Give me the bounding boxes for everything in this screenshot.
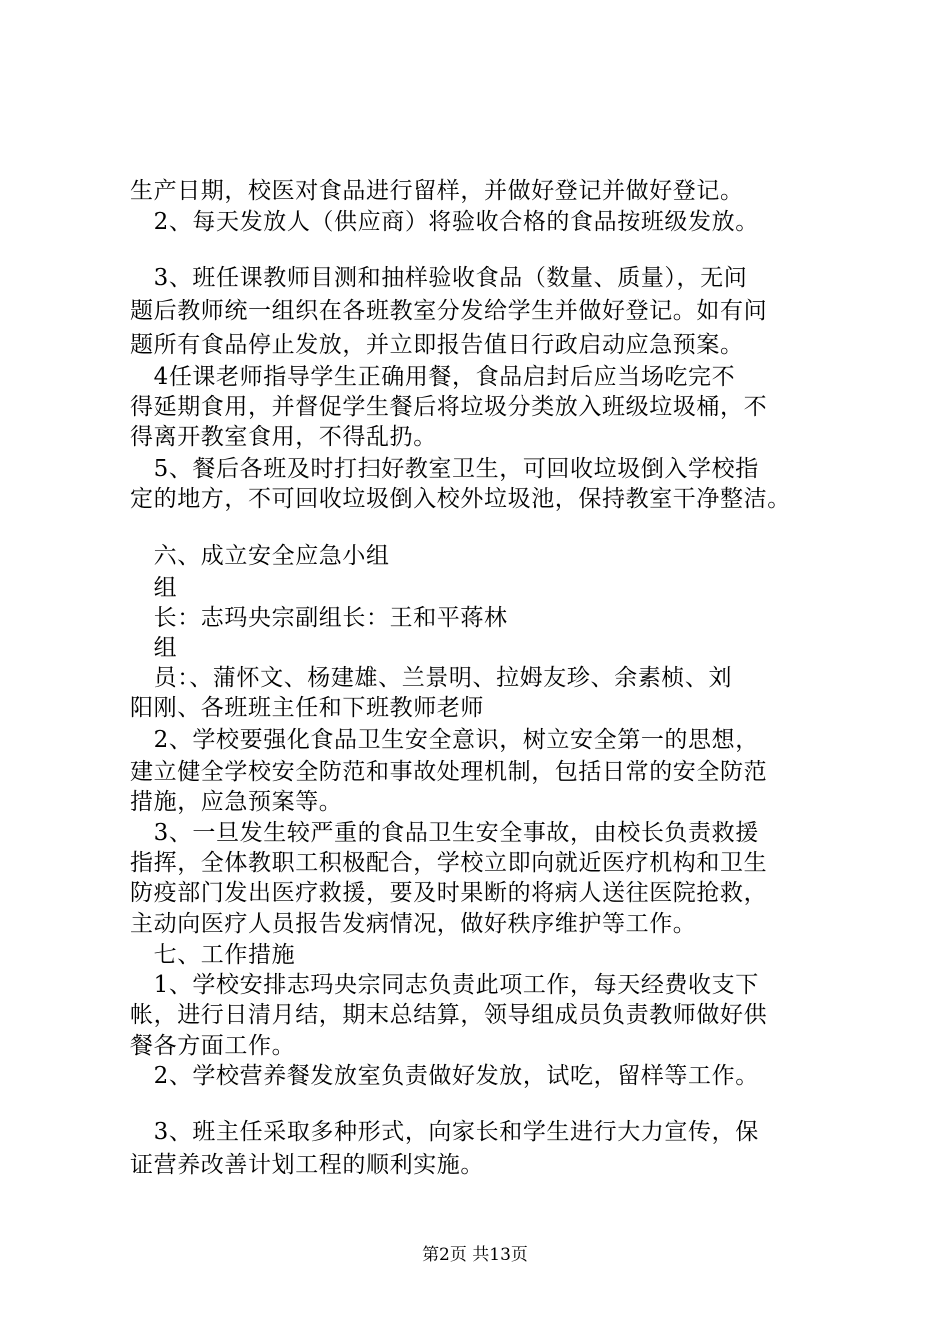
text-line: 长：志玛央宗副组长：王和平蒋林	[130, 605, 508, 631]
text-line: 帐，进行日清月结，期末总结算，领导组成员负责教师做好供	[130, 1002, 768, 1028]
text-line: 2、每天发放人（供应商）将验收合格的食品按班级发放。	[130, 209, 759, 235]
text-line: 阳刚、各班班主任和下班教师老师	[130, 695, 484, 721]
text-line: 员：、蒲怀文、杨建雄、兰景明、拉姆友珍、余素桢、刘	[130, 665, 733, 691]
text-line: 1、学校安排志玛央宗同志负责此项工作，每天经费收支下	[130, 972, 759, 998]
text-line: 组	[130, 575, 178, 601]
text-line: 主动向医疗人员报告发病情况，做好秩序维护等工作。	[130, 911, 697, 937]
text-line: 2、学校营养餐发放室负责做好发放，试吃，留样等工作。	[130, 1063, 759, 1089]
text-line: 3、班主任采取多种形式，向家长和学生进行大力宣传，保	[130, 1119, 759, 1145]
text-line: 建立健全学校安全防范和事故处理机制，包括日常的安全防范	[130, 759, 768, 785]
text-line: 指挥，全体教职工积极配合，学校立即向就近医疗机构和卫生	[130, 850, 768, 876]
text-line: 组	[130, 635, 178, 661]
text-line: 六、成立安全应急小组	[130, 543, 390, 569]
text-line: 5、餐后各班及时打扫好教室卫生，可回收垃圾倒入学校指	[130, 456, 759, 482]
text-line: 得延期食用，并督促学生餐后将垃圾分类放入班级垃圾桶，不	[130, 394, 768, 420]
text-line: 题所有食品停止发放，并立即报告值日行政启动应急预案。	[130, 332, 744, 358]
text-line: 题后教师统一组织在各班教室分发给学生并做好登记。如有问	[130, 298, 768, 324]
text-line: 定的地方，不可回收垃圾倒入校外垃圾池，保持教室干净整洁。	[130, 486, 791, 512]
text-line: 生产日期，校医对食品进行留样，并做好登记并做好登记。	[130, 178, 744, 204]
page-number-footer: 第2页 共13页	[422, 1245, 528, 1265]
text-line: 4任课老师指导学生正确用餐，食品启封后应当场吃完不	[130, 364, 736, 390]
text-line: 得离开教室食用，不得乱扔。	[130, 424, 437, 450]
text-line: 七、工作措施	[130, 942, 296, 968]
text-line: 2、学校要强化食品卫生安全意识，树立安全第一的思想，	[130, 727, 759, 753]
text-line: 防疫部门发出医疗救援，要及时果断的将病人送往医院抢救，	[130, 880, 768, 906]
text-line: 3、班任课教师目测和抽样验收食品（数量、质量），无问	[130, 265, 748, 291]
text-line: 措施，应急预案等。	[130, 789, 343, 815]
text-line: 证营养改善计划工程的顺利实施。	[130, 1152, 484, 1178]
text-line: 3、一旦发生较严重的食品卫生安全事故，由校长负责救援	[130, 820, 759, 846]
text-line: 餐各方面工作。	[130, 1033, 296, 1059]
